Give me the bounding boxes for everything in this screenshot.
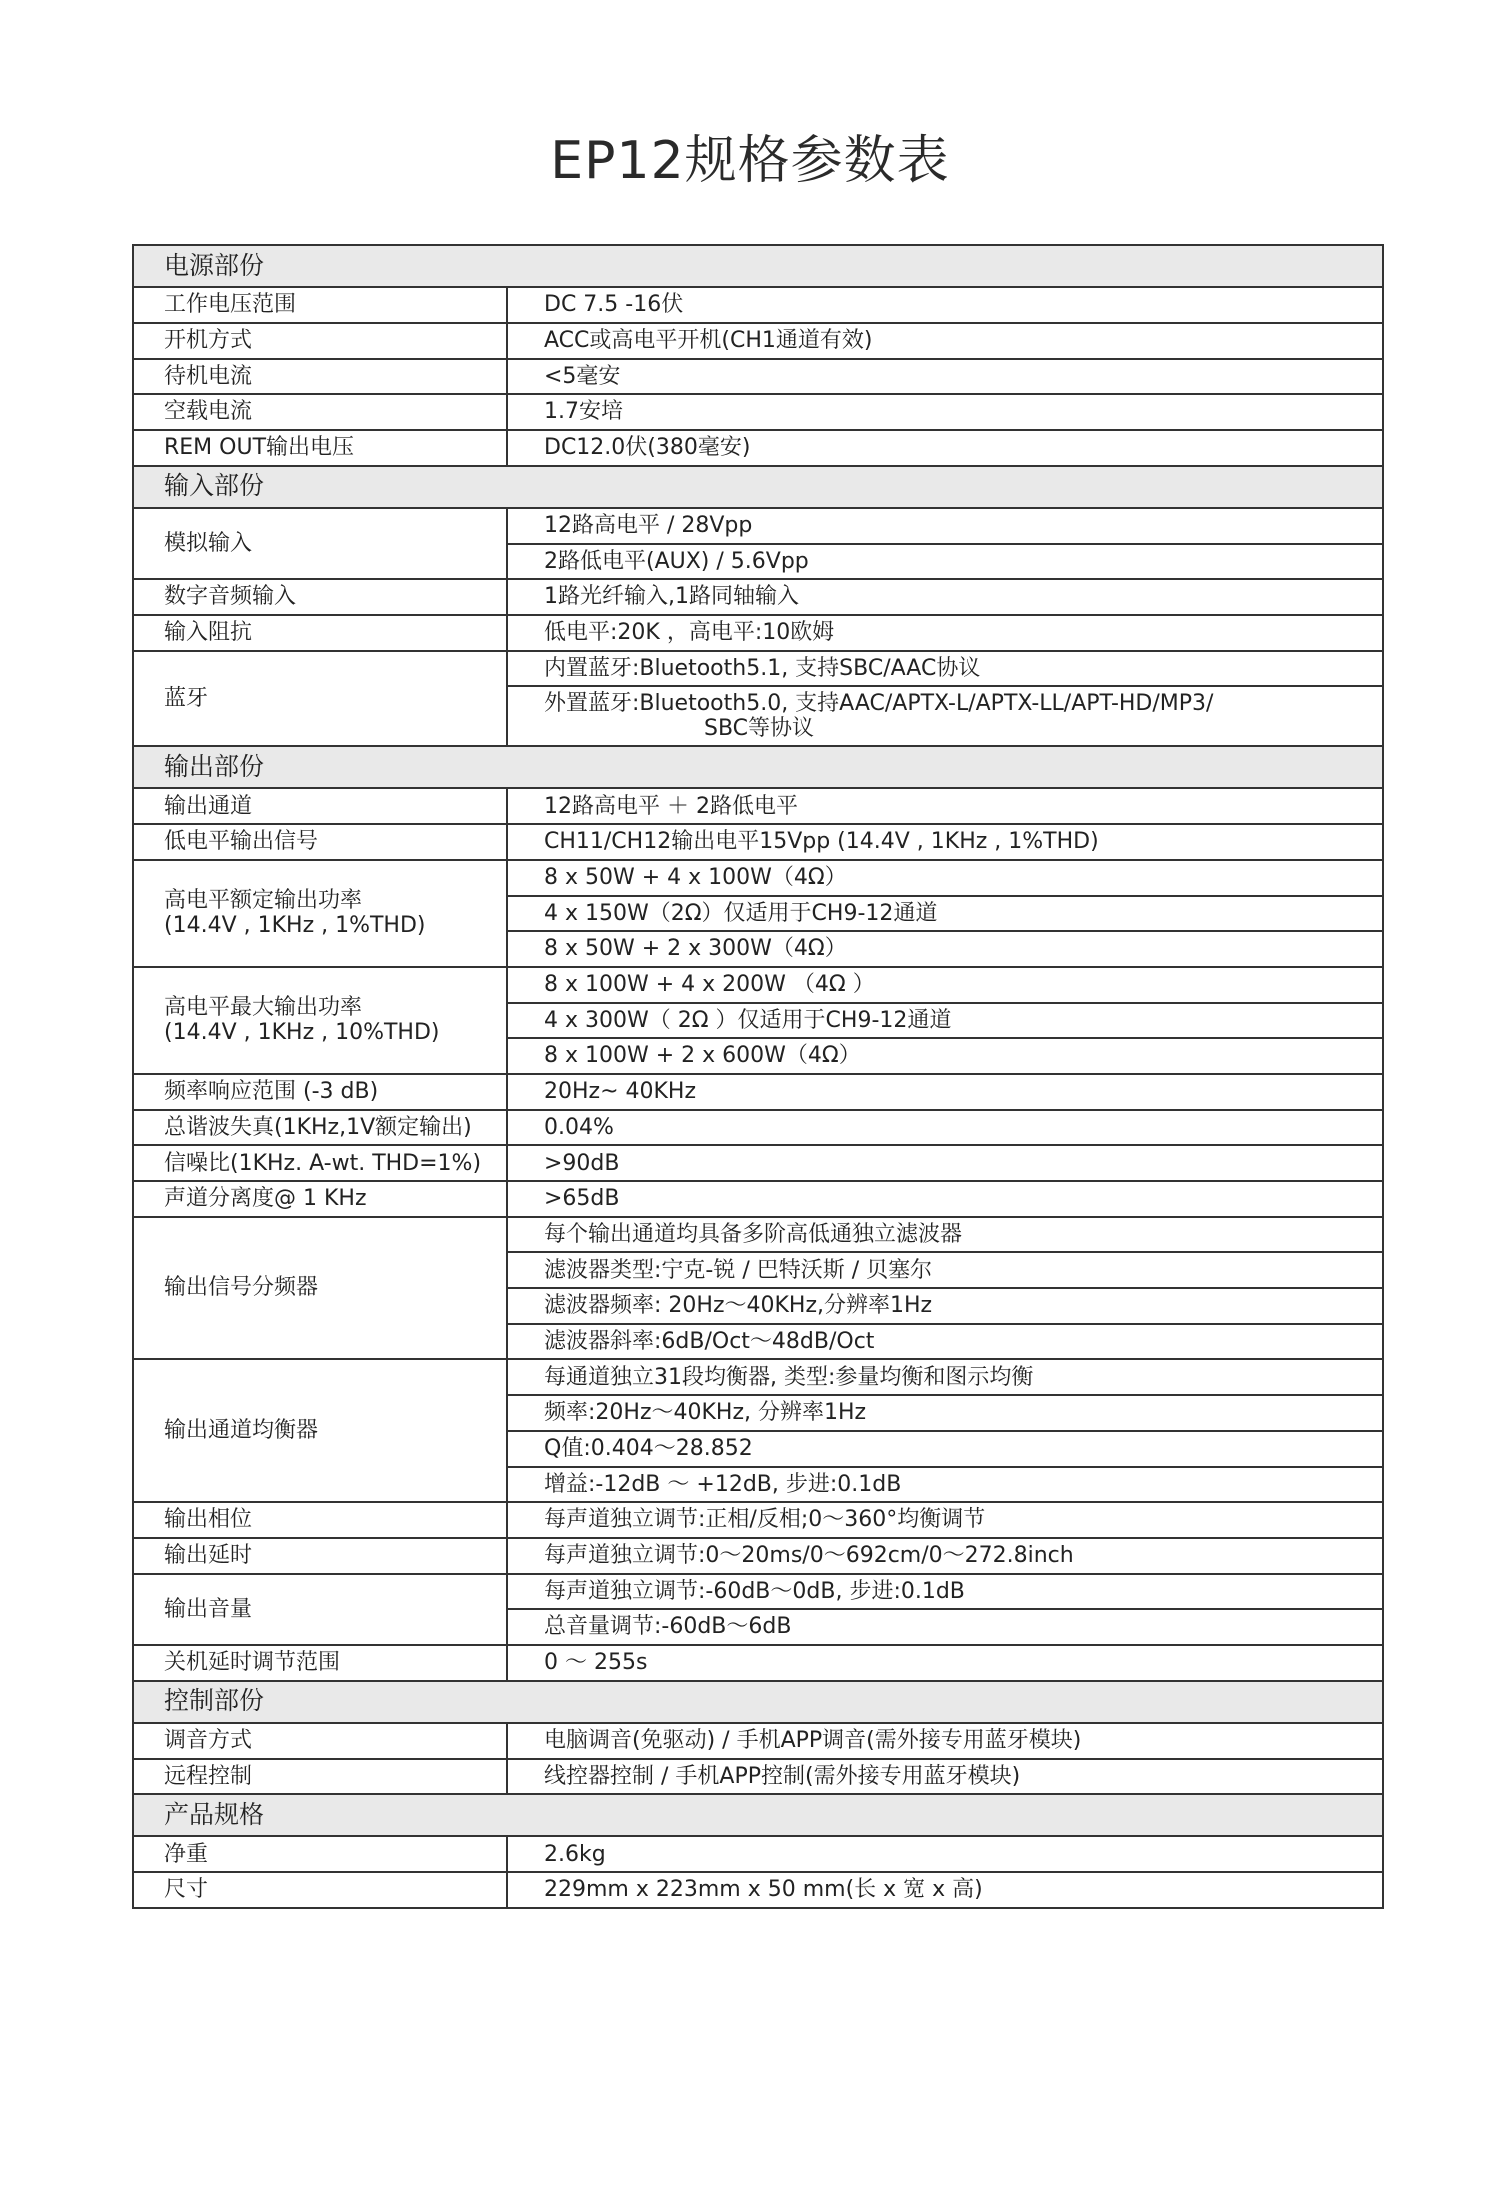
rated-power-conditions: (14.4V , 1KHz , 1%THD) (164, 913, 426, 939)
table-row (133, 323, 1383, 359)
table-row (133, 1836, 1383, 1872)
row-value: 线控器控制 / 手机APP控制(需外接专用蓝牙模块) (507, 1759, 1383, 1795)
section-header-control (133, 1681, 1383, 1723)
row-value: 每声道独立调节:-60dB～0dB, 步进:0.1dB (507, 1574, 1383, 1610)
row-value: 8 x 100W + 4 x 200W （4Ω ） (507, 967, 1383, 1003)
section-header-power (133, 245, 1383, 287)
row-label: 输出相位 (133, 1502, 507, 1538)
row-value: DC12.0伏(380毫安) (507, 430, 1383, 466)
row-value: 2路低电平(AUX) / 5.6Vpp (507, 544, 1383, 580)
table-row (133, 287, 1383, 323)
row-label: 净重 (133, 1836, 507, 1872)
row-value: 20Hz~ 40KHz (507, 1074, 1383, 1110)
row-label (133, 860, 507, 967)
max-power-conditions: (14.4V , 1KHz , 10%THD) (164, 1020, 440, 1046)
table-row (133, 824, 1383, 860)
row-label: 开机方式 (133, 323, 507, 359)
table-row (133, 1723, 1383, 1759)
row-label (133, 967, 507, 1074)
table-row (133, 579, 1383, 615)
bluetooth-external-line2: SBC等协议 (704, 716, 815, 742)
row-label: 输出通道 (133, 788, 507, 824)
section-header-product (133, 1794, 1383, 1836)
section-title: 输出部份 (133, 746, 1383, 788)
row-value: 8 x 50W + 4 x 100W（4Ω） (507, 860, 1383, 896)
section-title: 产品规格 (133, 1794, 1383, 1836)
table-row (133, 1074, 1383, 1110)
row-label: 总谐波失真(1KHz,1V额定输出) (133, 1110, 507, 1146)
row-label: 输入阻抗 (133, 615, 507, 651)
row-label: 远程控制 (133, 1759, 507, 1795)
table-row (133, 1181, 1383, 1217)
row-value: ACC或高电平开机(CH1通道有效) (507, 323, 1383, 359)
section-header-input (133, 466, 1383, 508)
row-label: 工作电压范围 (133, 287, 507, 323)
max-power-label: 高电平最大输出功率 (164, 995, 363, 1021)
table-row (133, 394, 1383, 430)
row-value: >65dB (507, 1181, 1383, 1217)
row-label: 输出延时 (133, 1538, 507, 1574)
row-value: 2.6kg (507, 1836, 1383, 1872)
table-row (133, 1872, 1383, 1908)
row-value: 滤波器频率: 20Hz～40KHz,分辨率1Hz (507, 1288, 1383, 1324)
table-row (133, 430, 1383, 466)
table-row (133, 1538, 1383, 1574)
section-title: 控制部份 (133, 1681, 1383, 1723)
table-row (133, 615, 1383, 651)
row-value: 4 x 150W（2Ω）仅适用于CH9-12通道 (507, 896, 1383, 932)
row-label: REM OUT输出电压 (133, 430, 507, 466)
row-label: 调音方式 (133, 1723, 507, 1759)
row-value: 8 x 100W + 2 x 600W（4Ω） (507, 1038, 1383, 1074)
row-value: 4 x 300W（ 2Ω ）仅适用于CH9-12通道 (507, 1003, 1383, 1039)
row-value: 1.7安培 (507, 394, 1383, 430)
table-row (133, 860, 1383, 896)
row-value: 12路高电平 ＋ 2路低电平 (507, 788, 1383, 824)
row-label: 数字音频输入 (133, 579, 507, 615)
table-row (133, 1574, 1383, 1610)
row-label: 尺寸 (133, 1872, 507, 1908)
row-label: 蓝牙 (133, 651, 507, 747)
table-row (133, 967, 1383, 1003)
row-label: 信噪比(1KHz. A-wt. THD=1%) (133, 1145, 507, 1181)
section-title: 电源部份 (133, 245, 1383, 287)
table-row (133, 508, 1383, 544)
row-value: 增益:-12dB ～ +12dB, 步进:0.1dB (507, 1467, 1383, 1503)
table-row (133, 1110, 1383, 1146)
row-value: 每声道独立调节:正相/反相;0～360°均衡调节 (507, 1502, 1383, 1538)
row-value: 电脑调音(免驱动) / 手机APP调音(需外接专用蓝牙模块) (507, 1723, 1383, 1759)
row-value: <5毫安 (507, 359, 1383, 395)
row-value: 0.04% (507, 1110, 1383, 1146)
row-value: Q值:0.404～28.852 (507, 1431, 1383, 1467)
row-value: 低电平:20K ，高电平:10欧姆 (507, 615, 1383, 651)
rated-power-label: 高电平额定输出功率 (164, 888, 363, 914)
row-value: 滤波器类型:宁克-锐 / 巴特沃斯 / 贝塞尔 (507, 1252, 1383, 1288)
row-value: DC 7.5 -16伏 (507, 287, 1383, 323)
row-value: 12路高电平 / 28Vpp (507, 508, 1383, 544)
spec-table (132, 244, 1384, 1909)
row-label: 空载电流 (133, 394, 507, 430)
row-label: 输出通道均衡器 (133, 1359, 507, 1502)
row-value: 每个输出通道均具备多阶高低通独立滤波器 (507, 1217, 1383, 1253)
page-title: EP12规格参数表 (550, 131, 950, 191)
table-row (133, 651, 1383, 687)
row-label: 低电平输出信号 (133, 824, 507, 860)
row-value: 每通道独立31段均衡器, 类型:参量均衡和图示均衡 (507, 1359, 1383, 1395)
table-row (133, 1145, 1383, 1181)
row-value: 滤波器斜率:6dB/Oct～48dB/Oct (507, 1324, 1383, 1360)
bluetooth-external-line1: 外置蓝牙:Bluetooth5.0, 支持AAC/APTX-L/APTX-LL/APT-HD/MP3/ (544, 690, 1214, 716)
row-label: 频率响应范围 (-3 dB) (133, 1074, 507, 1110)
table-row (133, 788, 1383, 824)
row-label: 输出信号分频器 (133, 1217, 507, 1360)
section-header-output (133, 746, 1383, 788)
row-value (507, 686, 1383, 746)
row-value: 1路光纤输入,1路同轴输入 (507, 579, 1383, 615)
row-value: >90dB (507, 1145, 1383, 1181)
table-row (133, 1645, 1383, 1681)
table-row (133, 359, 1383, 395)
table-row (133, 1217, 1383, 1253)
row-value: 内置蓝牙:Bluetooth5.1, 支持SBC/AAC协议 (507, 651, 1383, 687)
section-title: 输入部份 (133, 466, 1383, 508)
row-value: 8 x 50W + 2 x 300W（4Ω） (507, 931, 1383, 967)
row-value: 频率:20Hz～40KHz, 分辨率1Hz (507, 1395, 1383, 1431)
table-row (133, 1359, 1383, 1395)
row-value: 229mm x 223mm x 50 mm(长 x 宽 x 高) (507, 1872, 1383, 1908)
row-label: 输出音量 (133, 1574, 507, 1645)
row-label: 关机延时调节范围 (133, 1645, 507, 1681)
row-label: 模拟输入 (133, 508, 507, 579)
table-row (133, 1502, 1383, 1538)
row-value: 0 ～ 255s (507, 1645, 1383, 1681)
row-label: 声道分离度@ 1 KHz (133, 1181, 507, 1217)
row-value: CH11/CH12输出电平15Vpp (14.4V , 1KHz , 1%THD) (507, 824, 1383, 860)
row-value: 总音量调节:-60dB～6dB (507, 1609, 1383, 1645)
table-row (133, 1759, 1383, 1795)
row-value: 每声道独立调节:0～20ms/0～692cm/0～272.8inch (507, 1538, 1383, 1574)
row-label: 待机电流 (133, 359, 507, 395)
